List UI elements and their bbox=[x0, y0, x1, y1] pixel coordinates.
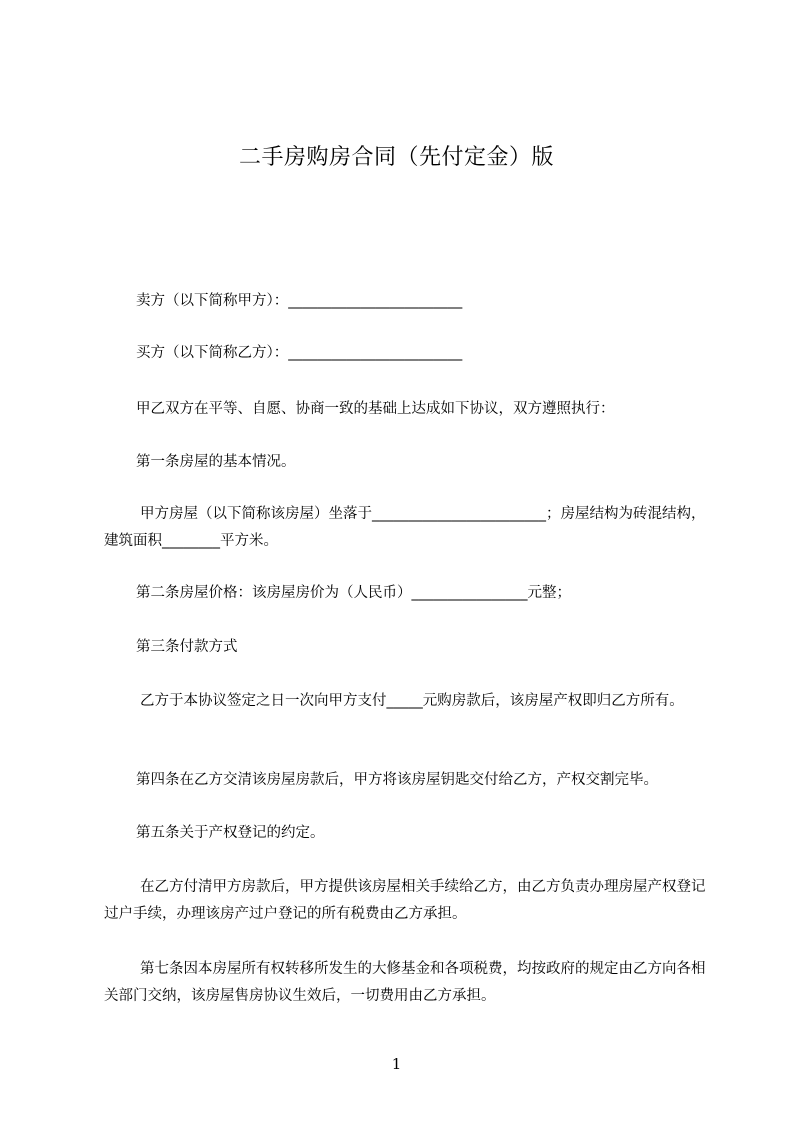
buyer-line: 买方（以下简称乙方）：________________________ bbox=[136, 345, 463, 361]
article-1-body: 甲方房屋（以下简称该房屋）坐落于________________________；房屋结构为砖混结构，建筑面积________平方米。 bbox=[104, 506, 706, 549]
article-1-heading: 第一条房屋的基本情况。 bbox=[136, 454, 296, 470]
page-number: 1 bbox=[391, 1055, 402, 1073]
seller-line: 卖方（以下简称甲方）：________________________ bbox=[136, 293, 463, 309]
article-2-paragraph: 第二条房屋价格：该房屋房价为（人民币）________________元整； bbox=[136, 585, 571, 601]
article-5-heading: 第五条关于产权登记的约定。 bbox=[136, 825, 325, 841]
article-5-body: 在乙方付清甲方房款后，甲方提供该房屋相关手续给乙方，由乙方负责办理房屋产权登记过户手续，办理该房产过户登记的所有税费由乙方承担。 bbox=[104, 879, 706, 922]
article-3-heading: 第三条付款方式 bbox=[136, 639, 238, 655]
article-3-body: 乙方于本协议签定之日一次向甲方支付_____元购房款后，该房屋产权即归乙方所有。 bbox=[140, 693, 684, 709]
article-7-paragraph: 第七条因本房屋所有权转移所发生的大修基金和各项税费，均按政府的规定由乙方向各相关部门交纳，该房屋售房协议生效后，一切费用由乙方承担。 bbox=[104, 961, 706, 1004]
preamble-paragraph: 甲乙双方在平等、自愿、协商一致的基础上达成如下协议，双方遵照执行： bbox=[136, 401, 615, 417]
article-4-paragraph: 第四条在乙方交清该房屋房款后，甲方将该房屋钥匙交付给乙方，产权交割完毕。 bbox=[136, 772, 658, 788]
document-title: 二手房购房合同（先付定金）版 bbox=[238, 145, 554, 170]
